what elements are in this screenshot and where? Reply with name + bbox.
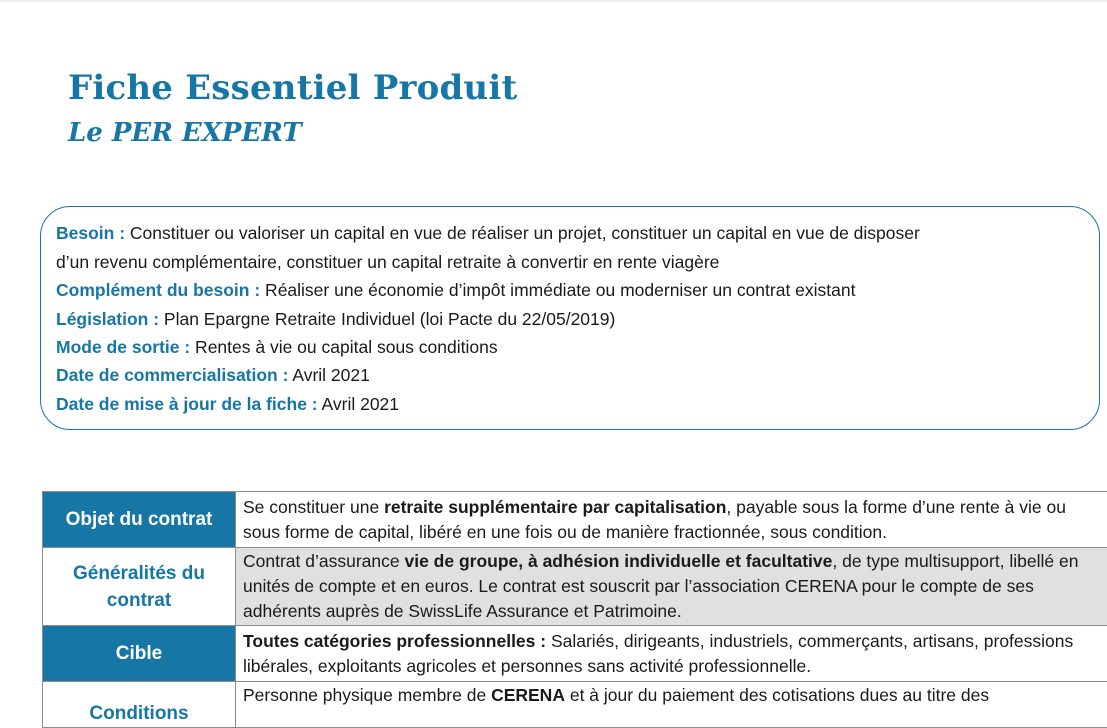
conditions-value bbox=[236, 682, 1107, 728]
generalites-text-1: Contrat d’assurance bbox=[243, 551, 404, 571]
conditions-text-bold: CERENA bbox=[491, 685, 565, 705]
cible-label: Cible bbox=[43, 626, 236, 682]
cible-value bbox=[236, 626, 1107, 682]
objet-text-1: Se constituer une bbox=[243, 497, 384, 517]
page-subtitle: Le PER EXPERT bbox=[68, 118, 302, 148]
table-row-conditions bbox=[43, 682, 1107, 728]
summary-complement bbox=[56, 279, 856, 301]
maj-value: Avril 2021 bbox=[318, 394, 399, 414]
summary-sortie bbox=[56, 336, 498, 358]
generalites-value bbox=[236, 548, 1107, 626]
cible-text-bold: Toutes catégories professionnelles : bbox=[243, 631, 546, 651]
generalites-label bbox=[43, 548, 236, 626]
conditions-text-2: et à jour du paiement des cotisations dues au titre des bbox=[565, 685, 989, 705]
objet-label: Objet du contrat bbox=[43, 492, 236, 548]
conditions-text-1: Personne physique membre de bbox=[243, 685, 491, 705]
generalites-text-2: , de type multisupport, libellé en unités de compte et en euros. Le contrat est souscrit par l’association CERENA pour le compte de ses adhérents auprès de SwissLife Assurance et Patrimoine. bbox=[243, 551, 1079, 621]
summary-commercialisation bbox=[56, 364, 370, 386]
page-title: Fiche Essentiel Produit bbox=[68, 68, 517, 108]
summary-mise-a-jour bbox=[56, 393, 399, 415]
table-row-generalites bbox=[43, 548, 1107, 626]
summary-legislation bbox=[56, 308, 615, 330]
summary-besoin-continued bbox=[56, 251, 719, 273]
sortie-label: Mode de sortie : bbox=[56, 337, 190, 357]
generalites-text-bold: vie de groupe, à adhésion individuelle et facultative bbox=[404, 551, 832, 571]
legislation-value: Plan Epargne Retraite Individuel (loi Pacte du 22/05/2019) bbox=[159, 309, 615, 329]
besoin-label: Besoin : bbox=[56, 223, 125, 243]
complement-value: Réaliser une économie d’impôt immédiate ou moderniser un contrat existant bbox=[260, 280, 855, 300]
table-row-objet bbox=[43, 492, 1107, 548]
conditions-label: Conditions bbox=[43, 682, 236, 728]
besoin-value-continued: d’un revenu complémentaire, constituer un capital retraite à convertir en rente viagère bbox=[56, 252, 719, 272]
maj-label: Date de mise à jour de la fiche : bbox=[56, 394, 318, 414]
table-row-cible bbox=[43, 626, 1107, 682]
legislation-label: Législation : bbox=[56, 309, 159, 329]
objet-text-bold: retraite supplémentaire par capitalisation bbox=[384, 497, 726, 517]
commercialisation-value: Avril 2021 bbox=[288, 365, 369, 385]
objet-text-2: , payable sous la forme d’une rente à vie ou sous forme de capital, libéré en une fois ou de manière fractionnée, sous condition. bbox=[243, 497, 1066, 542]
objet-value bbox=[236, 492, 1107, 548]
commercialisation-label: Date de commercialisation : bbox=[56, 365, 288, 385]
complement-label: Complément du besoin : bbox=[56, 280, 260, 300]
generalites-label-text: Généralités du contrat bbox=[64, 560, 214, 614]
summary-besoin bbox=[56, 222, 920, 244]
sortie-value: Rentes à vie ou capital sous conditions bbox=[190, 337, 497, 357]
page-top-edge bbox=[0, 0, 1107, 2]
cible-text: Salariés, dirigeants, industriels, commerçants, artisans, professions libérales, exploitants agricoles et personnes sans activité professionnelle. bbox=[243, 631, 1073, 676]
besoin-value: Constituer ou valoriser un capital en vue de réaliser un projet, constituer un capital en vue de disposer bbox=[125, 223, 920, 243]
product-table bbox=[42, 491, 1107, 728]
